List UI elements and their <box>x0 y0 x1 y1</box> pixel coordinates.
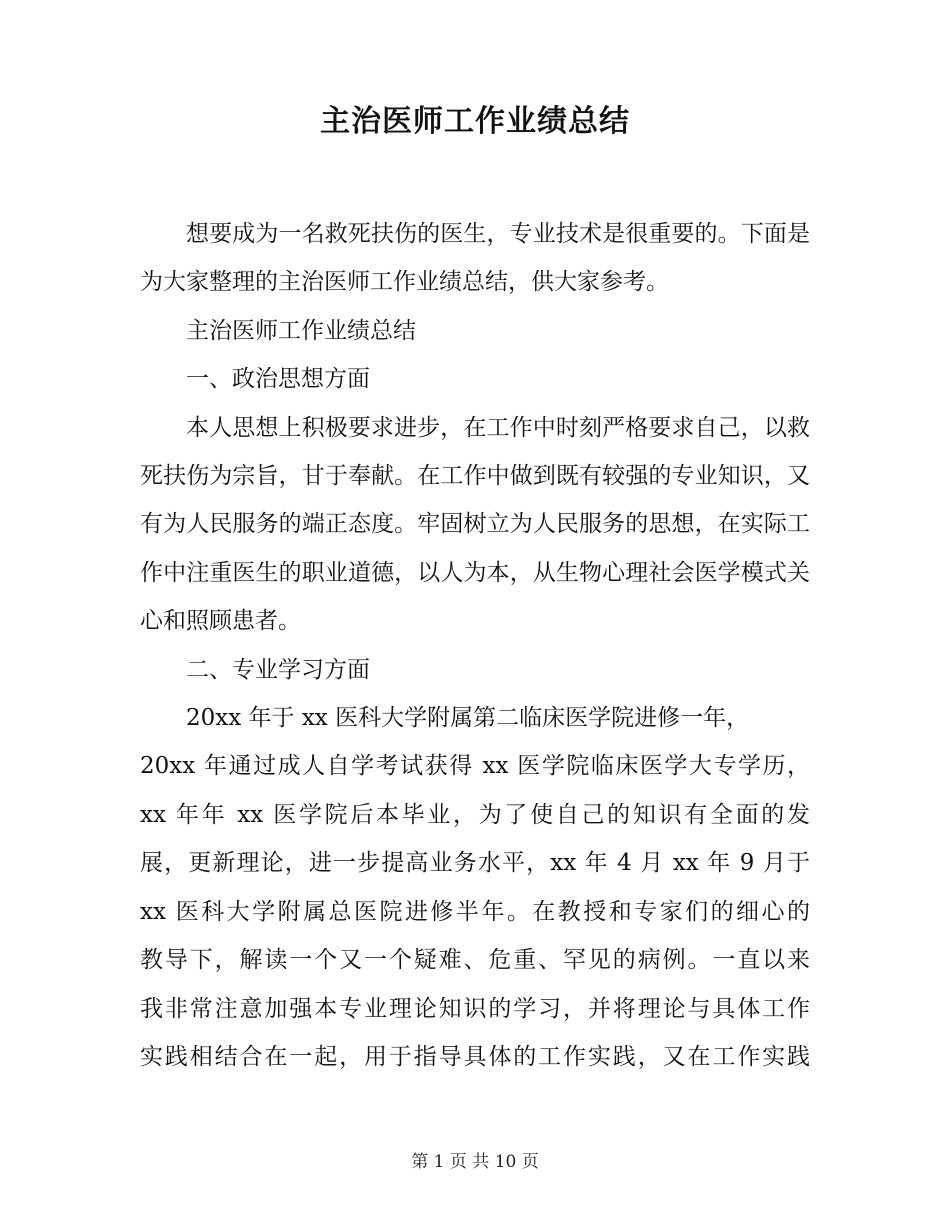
intro-paragraph: 想要成为一名救死扶伤的医生，专业技术是很重要的。下面是为大家整理的主治医师工作业绩总结，供大家参考。 <box>140 221 810 296</box>
study-line: 教导下，解读一个又一个疑难、危重、罕见的病例。一直以来 <box>140 947 810 974</box>
study-line: 20xx 年于 xx 医科大学附属第二临床医学院进修一年， <box>186 705 750 732</box>
study-line: 20xx 年通过成人自学考试获得 xx 医学院临床医学大专学历， <box>140 753 810 780</box>
study-line: 我非常注意加强本专业理论知识的学习，并将理论与具体工作 <box>140 995 810 1022</box>
study-line: xx 年年 xx 医学院后本毕业，为了使自己的知识有全面的发 <box>140 801 810 828</box>
study-line: 实践相结合在一起，用于指导具体的工作实践，又在工作实践 <box>140 1043 810 1070</box>
section-paragraph-politics: 本人思想上积极要求进步，在工作中时刻严格要求自己，以救死扶伤为宗旨，甘于奉献。在工作中做到既有较强的专业知识，又有为人民服务的端正态度。牢固树立为人民服务的思想，在实际工作中注重医生的职业道德，以人为本，从生物心理社会医学模式关心和照顾患者。 <box>140 414 810 635</box>
section-heading-study: 二、专业学习方面 <box>186 656 370 683</box>
study-line: 展，更新理论，进一步提高业务水平，xx 年 4 月 xx 年 9 月于 <box>140 850 810 877</box>
subtitle: 主治医师工作业绩总结 <box>186 317 416 344</box>
section-heading-politics: 一、政治思想方面 <box>186 366 370 393</box>
study-line: xx 医科大学附属总医院进修半年。在教授和专家们的细心的 <box>140 898 810 925</box>
document-title: 主治医师工作业绩总结 <box>320 104 630 139</box>
page-number-footer: 第 1 页 共 10 页 <box>411 1152 539 1172</box>
document-body <box>140 210 810 1081</box>
